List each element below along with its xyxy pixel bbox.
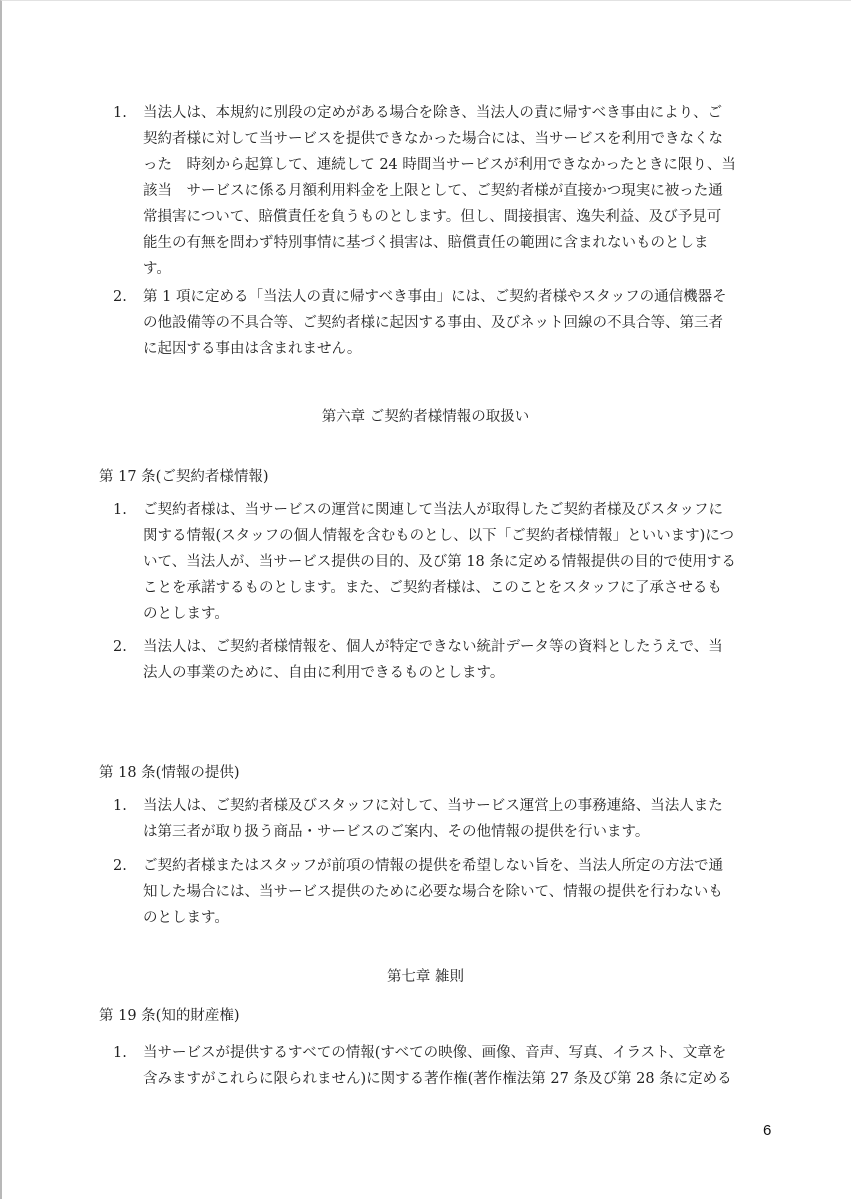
paragraph-line: 該当 サービスに係る月額利用料金を上限として、ご契約者様が直接かつ現実に被った通 [143,183,723,199]
list-number: 2. [113,289,127,305]
paragraph-line: す。 [143,261,171,277]
paragraph-line: 能生の有無を問わず特別事情に基づく損害は、賠償責任の範囲に含まれないものとしま [143,235,709,251]
paragraph-line: 第 1 項に定める「当法人の責に帰すべき事由」には、ご契約者様やスタッフの通信機器そ [143,289,727,305]
paragraph-line: ことを承諾するものとします。また、ご契約者様は、このことをスタッフに了承させるも [143,580,722,596]
chapter-heading: 第七章 雑則 [386,969,465,985]
article-title: 第 18 条(情報の提供) [99,765,240,781]
paragraph-line: った 時刻から起算して、連続して 24 時間当サービスが利用できなかったときに限り、当 [143,157,736,173]
paragraph-line: ご契約者様またはスタッフが前項の情報の提供を希望しない旨を、当法人所定の方法で通 [143,858,723,874]
paragraph-line: いて、当法人が、当サービス提供の目的、及び第 18 条に定める情報提供の目的で使用する [143,554,736,570]
paragraph-line: は第三者が取り扱う商品・サービスのご案内、その他情報の提供を行います。 [143,824,650,840]
paragraph-line: 当法人は、ご契約者様及びスタッフに対して、当サービス運営上の事務連絡、当法人また [143,798,723,814]
paragraph-line: 当法人は、ご契約者様情報を、個人が特定できない統計データ等の資料としたうえで、当 [143,639,723,655]
paragraph-line: 当サービスが提供するすべての情報(すべての映像、画像、音声、写真、イラスト、文章を [143,1045,727,1061]
list-number: 2. [113,858,127,874]
paragraph-line: 常損害について、賠償責任を負うものとします。但し、間接損害、逸失利益、及び予見可 [143,209,722,225]
paragraph-line: 関する情報(スタッフの個人情報を含むものとし、以下「ご契約者様情報」といいます)につ [143,528,735,544]
paragraph-line: のとします。 [143,910,229,926]
list-number: 2. [113,639,127,655]
chapter-heading: 第六章 ご契約者様情報の取扱い [321,409,530,425]
paragraph-line: 含みますがこれらに限られません)に関する著作権(著作権法第 27 条及び第 28 条に定める [143,1071,732,1087]
paragraph-line: に起因する事由は含まれません。 [143,341,362,357]
paragraph-line: 法人の事業のために、自由に利用できるものとします。 [143,665,505,681]
list-number: 1. [113,1045,127,1061]
paragraph-line: 当法人は、本規約に別段の定めがある場合を除き、当法人の責に帰すべき事由により、ご [143,105,723,121]
list-number: 1. [113,502,127,518]
paragraph-line: 契約者様に対して当サービスを提供できなかった場合には、当サービスを利用できなくな [143,131,723,147]
paragraph-line: の他設備等の不具合等、ご契約者様に起因する事由、及びネット回線の不具合等、第三者 [143,315,723,331]
paragraph-line: ご契約者様は、当サービスの運営に関連して当法人が取得したご契約者様及びスタッフに [143,502,723,518]
article-title: 第 17 条(ご契約者様情報) [99,469,269,485]
paragraph-line: のとします。 [143,606,229,622]
list-number: 1. [113,105,127,121]
article-title: 第 19 条(知的財産権) [99,1008,240,1024]
page-number: 6 [763,1122,772,1139]
paragraph-line: 知した場合には、当サービス提供のために必要な場合を除いて、情報の提供を行わないも [143,884,723,900]
list-number: 1. [113,798,127,814]
